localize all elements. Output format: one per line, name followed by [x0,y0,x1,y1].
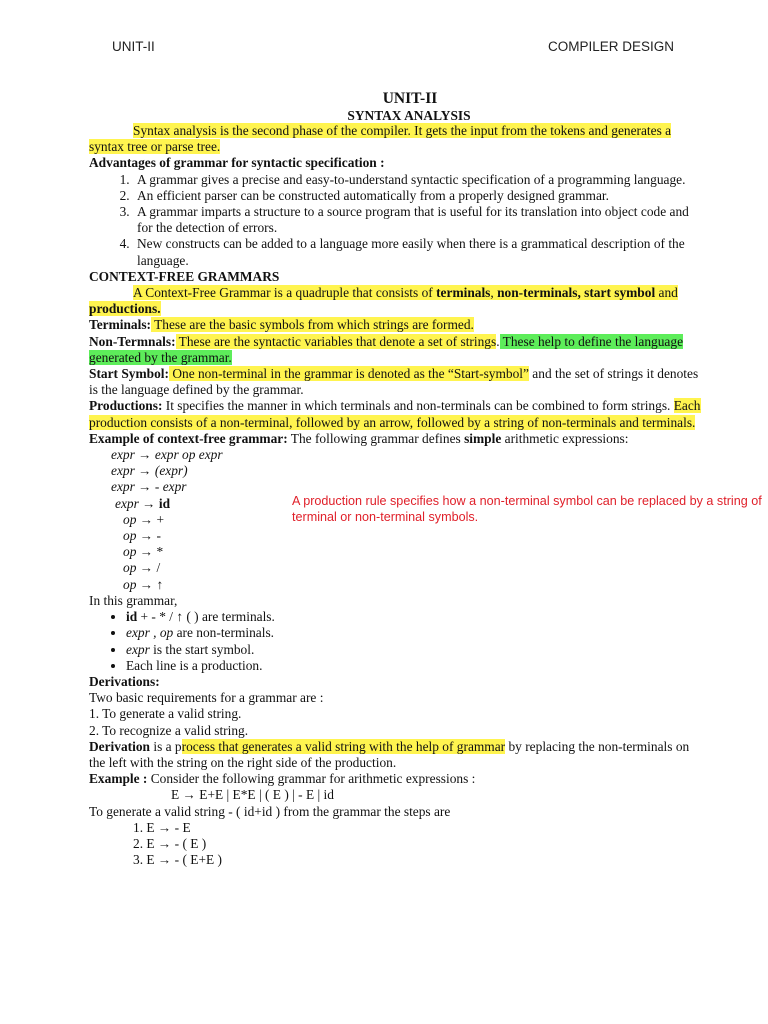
list-item: 2. E → - ( E ) [133,835,207,851]
list-item: • Each line is a production. [126,658,701,674]
list-item: • expr is the start symbol. [126,642,701,658]
grammar-rule: expr → id [115,495,171,511]
productions-label: Productions: [89,398,163,414]
grammar-rule: expr → - expr [111,479,187,495]
start-symbol-paragraph [89,366,701,398]
terminals-text: These are the basic symbols from which strings are formed. [151,317,474,333]
advantages-heading: Advantages of grammar for syntactic specification : [89,155,385,171]
nonterminals-text-green: These help to define the language generated by the grammar. [89,333,684,365]
derivation-example [89,771,701,787]
advantages-list [89,172,701,269]
nonterminals-dot: . [496,333,500,349]
cfg-def-terminals: terminals [436,285,491,301]
productions-paragraph [89,398,701,430]
list-item: • expr , op are non-terminals. [126,625,701,641]
intro-text: Syntax analysis is the second phase of the compiler. It gets the input from the tokens and generates a syntax tree or parse tree. [89,123,672,155]
terminals-label: Terminals: [89,317,151,333]
cfg-def-sep: , [490,285,498,301]
requirements-text: Two basic requirements for a grammar are : [89,690,324,706]
list-item: • id + - * / ↑ ( ) are terminals. [126,609,701,625]
page-title: UNIT-II [382,90,438,107]
example-text-end: arithmetic expressions: [501,430,629,446]
derivation-label: Derivation [89,738,150,754]
cfg-def-and: and [655,285,678,301]
productions-highlight: Each production consists of a non-terminal, followed by an arrow, followed by a string of non-terminals and terminals. [89,398,701,430]
list-item: 3. A grammar imparts a structure to a source program that is useful for its translation into object code and for the detection of errors. [133,204,701,236]
cfg-heading: CONTEXT-FREE GRAMMARS [89,268,280,284]
grammar-rule: op → * [123,544,164,560]
start-symbol-label: Start Symbol: [89,366,169,382]
derivation-example-label: Example : [89,771,148,787]
nonterminals-paragraph [89,334,701,366]
list-item: 2. An efficient parser can be constructed automatically from a properly designed grammar. [133,188,701,204]
productions-text: It specifies the manner in which terminals and non-terminals can be combined to form strings. [162,398,674,414]
derivation-post: by replacing the non-terminals on the left with the string on the right side of the production. [89,738,690,770]
production-rule-note: A production rule specifies how a non-terminal symbol can be replaced by a string of terminal or non-terminal symbols. [292,494,762,524]
header-right: COMPILER DESIGN [547,39,674,54]
derivation-grammar: E → E+E | E*E | ( E ) | - E | id [171,787,334,803]
example-label: Example of context-free grammar: [89,430,288,446]
grammar-rule: op → - [123,528,161,544]
requirement-1: 1. To generate a valid string. [89,706,242,722]
grammar-rule: op → ↑ [123,576,164,592]
cfg-def-nonterminals: non-terminals, start symbol [497,285,656,301]
derivation-steps [89,820,701,869]
cfg-def-productions: productions. [89,301,161,317]
grammar-rule: expr → expr op expr [111,447,223,463]
document-body [89,90,701,868]
terminals-paragraph [89,317,701,333]
list-item: 3. E → - ( E+E ) [133,852,222,868]
derivation-pre: is a p [150,738,182,754]
derivation-highlight: rocess that generates a valid string with the help of grammar [181,738,506,754]
requirement-2: 2. To recognize a valid string. [89,722,249,738]
grammar-rule: expr → (expr) [111,463,188,479]
grammar-rule: op → / [123,560,161,576]
cfg-definition [89,285,701,317]
generate-text: To generate a valid string - ( id+id ) from the grammar the steps are [89,803,451,819]
nonterminals-text: These are the syntactic variables that denote a set of strings [175,333,497,349]
derivations-heading: Derivations: [89,673,160,689]
page-subtitle: SYNTAX ANALYSIS [347,108,471,123]
derivation-example-text: Consider the following grammar for arithmetic expressions : [147,771,476,787]
example-text: The following grammar defines [287,430,465,446]
header-left: UNIT-II [112,39,155,54]
cfg-def-text: A Context-Free Grammar is a quadruple that consists of [133,285,437,301]
example-paragraph [89,431,701,447]
grammar-rule: op → + [123,511,165,527]
intro-paragraph [89,123,701,155]
in-grammar-lead: In this grammar, [89,592,178,608]
grammar-bullets [89,609,701,674]
nonterminals-label: Non-Termnals: [89,333,176,349]
derivation-definition [89,739,701,771]
example-bold: simple [464,430,502,446]
start-symbol-text: One non-terminal in the grammar is denoted as the “Start-symbol” [168,366,529,382]
list-item: 4. New constructs can be added to a language more easily when there is a grammatical description of the language. [133,236,701,268]
list-item: 1. A grammar gives a precise and easy-to-understand syntactic specification of a programming language. [133,172,701,188]
start-symbol-rest: and the set of strings it denotes is the language defined by the grammar. [89,366,699,398]
list-item: 1. E → - E [133,819,191,835]
